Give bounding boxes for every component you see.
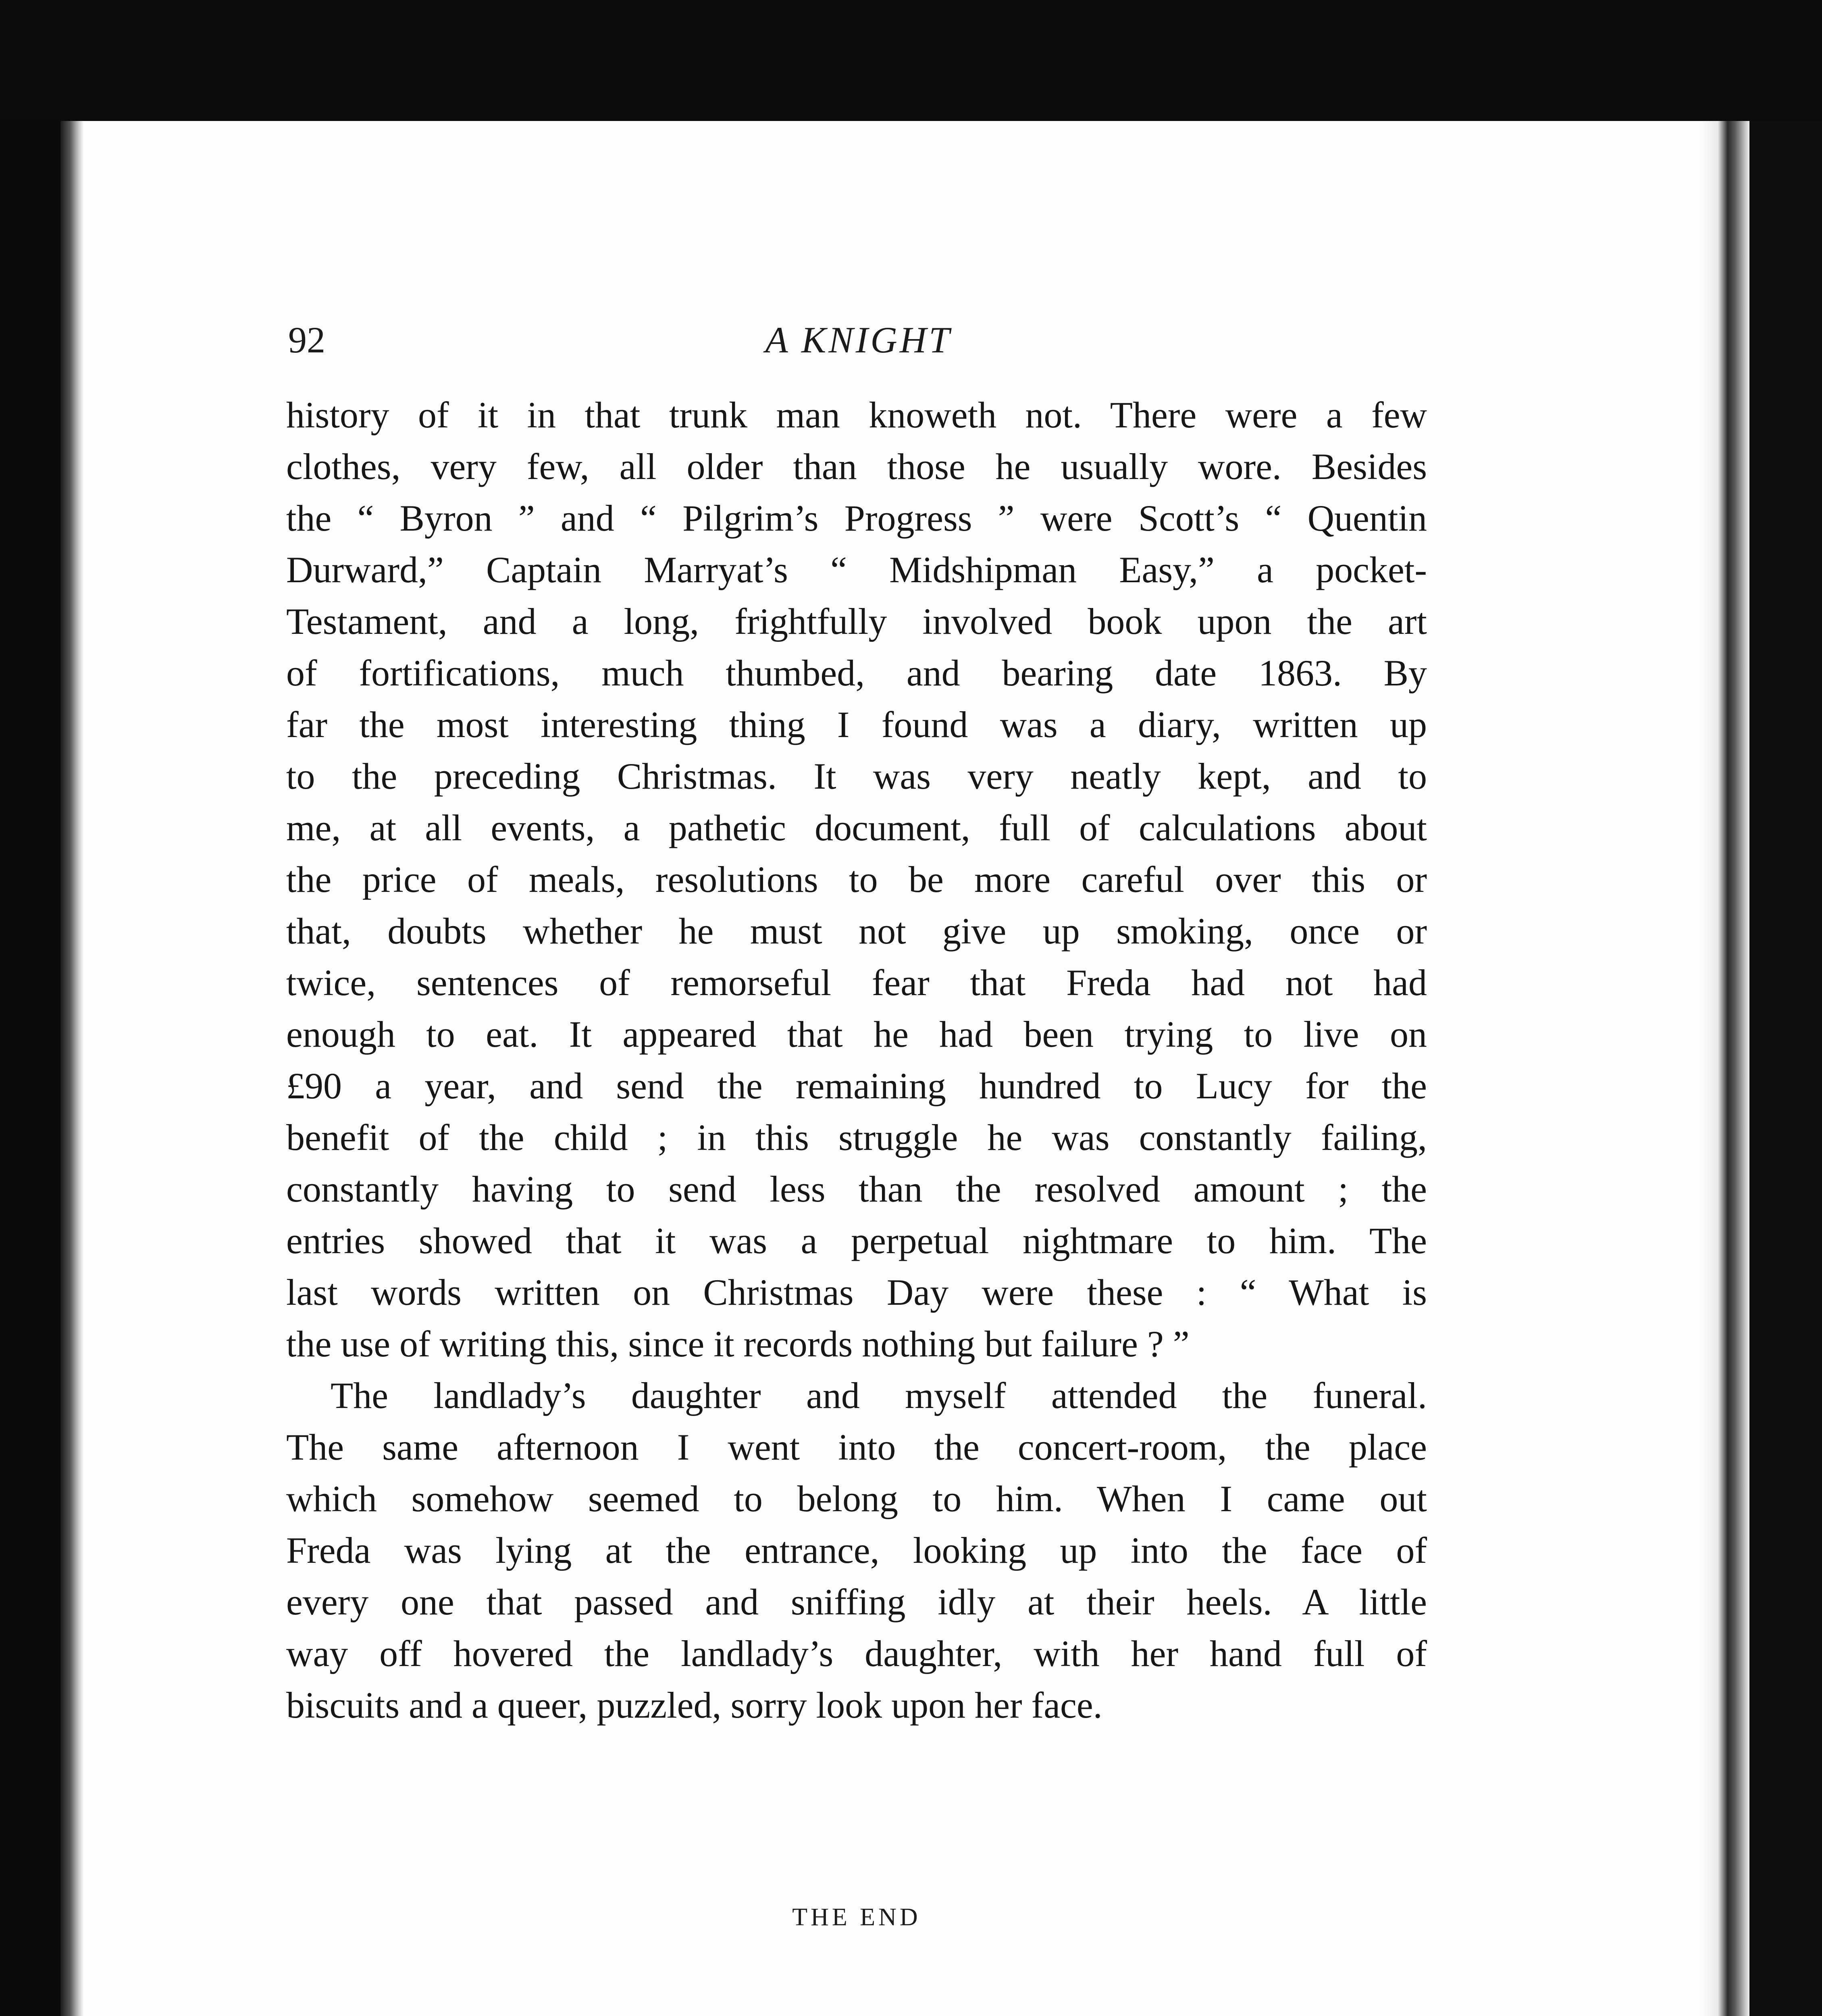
text-line: biscuits and a queer, puzzled, sorry look upon her face.	[286, 1685, 1102, 1726]
text-line: the “ Byron ” and “ Pilgrim’s Progress ” were Scott’s “ Quentin	[286, 498, 1427, 539]
text-line: to the preceding Christmas. It was very neatly kept, and to	[286, 756, 1427, 797]
text-line: which somehow seemed to belong to him. When I came out	[286, 1478, 1427, 1519]
scan-background	[0, 0, 1822, 121]
text-line: every one that passed and sniffing idly at their heels. A little	[286, 1581, 1427, 1622]
paragraph-start-line: The landlady’s daughter and myself attended the funeral.	[331, 1375, 1427, 1416]
the-end-label: THE END	[792, 1904, 921, 1931]
text-line: way off hovered the landlady’s daughter, with her hand full of	[286, 1633, 1427, 1674]
text-line: constantly having to send less than the resolved amount ; the	[286, 1168, 1427, 1210]
text-line: last words written on Christmas Day were these : “ What is	[286, 1272, 1427, 1313]
text-line: benefit of the child ; in this struggle he was constantly failing,	[286, 1117, 1427, 1158]
text-line: Freda was lying at the entrance, looking up into the face of	[286, 1530, 1427, 1571]
text-line: that, doubts whether he must not give up smoking, once or	[286, 910, 1427, 952]
text-line: clothes, very few, all older than those he usually wore. Besides	[286, 446, 1427, 487]
text-line: far the most interesting thing I found was a diary, written up	[286, 704, 1427, 745]
left-binding-shadow	[60, 121, 84, 2016]
book-spine-edge	[1749, 121, 1822, 2016]
text-line: me, at all events, a pathetic document, full of calculations about	[286, 807, 1427, 848]
text-line: The same afternoon I went into the concert-room, the place	[286, 1427, 1427, 1468]
running-head	[288, 319, 1498, 367]
text-line: the use of writing this, since it records nothing but failure ? ”	[286, 1323, 1190, 1364]
text-line: enough to eat. It appeared that he had been trying to live on	[286, 1014, 1427, 1055]
right-gutter-shadow	[1701, 121, 1749, 2016]
page-number: 92	[288, 319, 325, 360]
text-line: Durward,” Captain Marryat’s “ Midshipman Easy,” a pocket-	[286, 549, 1427, 590]
text-line: Testament, and a long, frightfully involved book upon the art	[286, 601, 1427, 642]
body-text	[286, 389, 1427, 1731]
text-line: the price of meals, resolutions to be more careful over this or	[286, 859, 1427, 900]
text-line: twice, sentences of remorseful fear that Freda had not had	[286, 962, 1427, 1003]
running-title: A KNIGHT	[765, 319, 952, 360]
text-line: history of it in that trunk man knoweth not. There were a few	[286, 394, 1427, 435]
text-line: entries showed that it was a perpetual nightmare to him. The	[286, 1220, 1427, 1261]
text-line: of fortifications, much thumbed, and bearing date 1863. By	[286, 652, 1427, 694]
text-line: £90 a year, and send the remaining hundred to Lucy for the	[286, 1065, 1427, 1106]
